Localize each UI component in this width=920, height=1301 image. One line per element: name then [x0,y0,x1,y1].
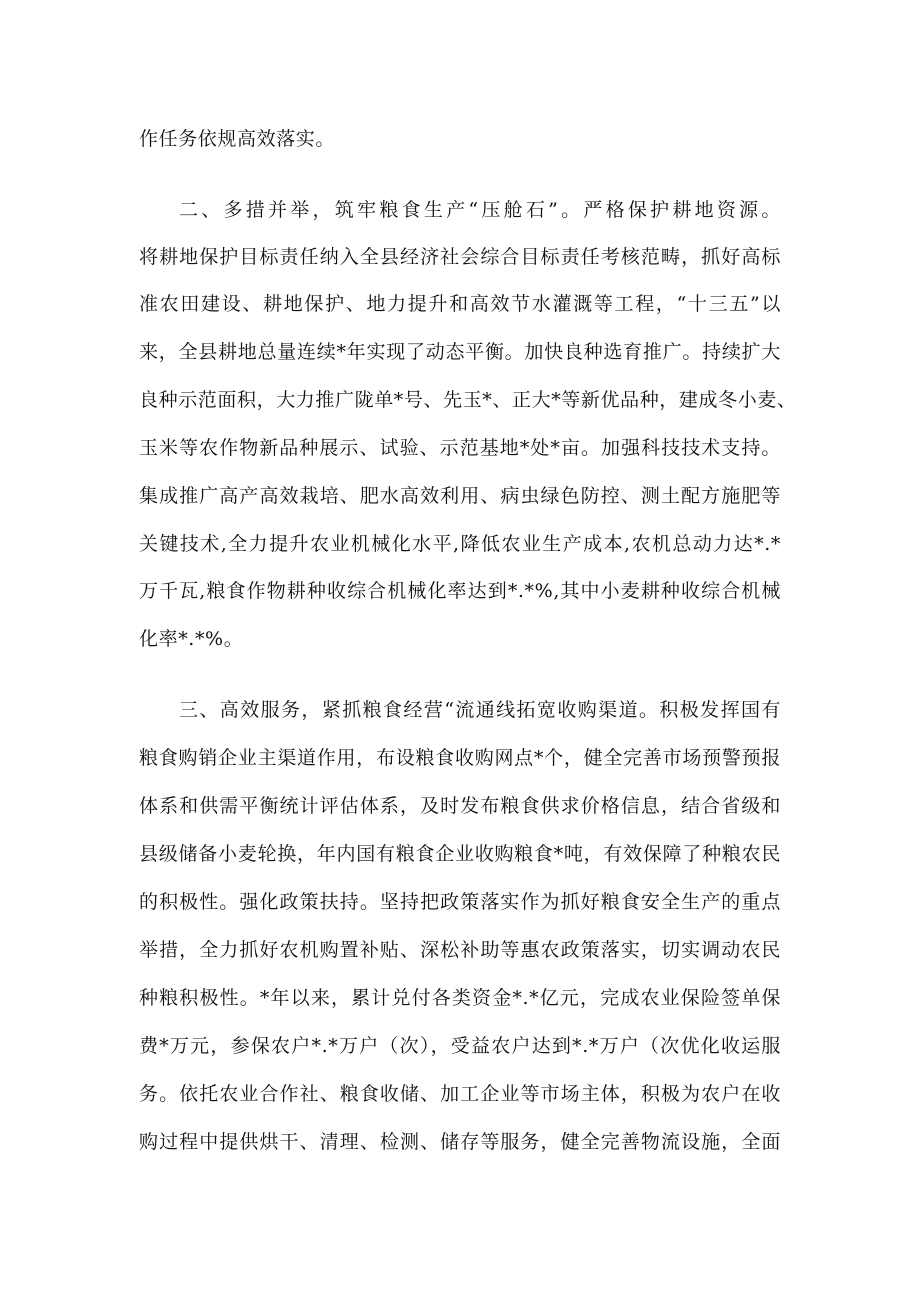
text-line: 务。依托农业合作社、粮食收储、加工企业等市场主体，积极为农户在收 [139,1083,781,1105]
text-line: 准农田建设、耕地保护、地力提升和高效节水灌溉等工程，“十三五”以 [139,293,781,315]
text-line: 将耕地保护目标责任纳入全县经济社会综合目标责任考核范畴，抓好高标 [139,246,781,268]
text-line: 来，全县耕地总量连续*年实现了动态平衡。加快良种选育推广。持续扩大 [139,341,781,363]
text-line: 粮食购销企业主渠道作用，布设粮食收购网点*个，健全完善市场预警预报 [139,747,781,769]
text-line: 玉米等农作物新品种展示、试验、示范基地*处*亩。加强科技技术支持。 [139,437,781,459]
text-line: 良种示范面积，大力推广陇单*号、先玉*、正大*等新优品种，建成冬小麦、 [139,389,797,411]
text-line: 购过程中提供烘干、清理、检测、储存等服务，健全完善物流设施，全面 [139,1131,781,1153]
text-line: 关键技术,全力提升农业机械化水平,降低农业生产成本,农机总动力达*.* [139,533,781,555]
text-line: 作任务依规高效落实。 [139,128,336,150]
section-heading: 二、多措并举，筑牢粮食生产“压舱石”。严格保护耕地资源。 [179,199,781,221]
text-line: 的积极性。强化政策扶持。坚持把政策落实作为抓好粮食安全生产的重点 [139,891,781,913]
section-heading: 三、高效服务，紧抓粮食经营“流通线拓宽收购渠道。积极发挥国有 [179,699,781,721]
text-line: 种粮积极性。*年以来，累计兑付各类资金*.*亿元，完成农业保险签单保 [139,987,781,1009]
text-line: 费*万元，参保农户*.*万户（次），受益农户达到*.*万户（次优化收运服 [139,1035,781,1057]
text-line: 体系和供需平衡统计评估体系，及时发布粮食供求价格信息，结合省级和 [139,795,781,817]
text-line: 县级储备小麦轮换，年内国有粮食企业收购粮食*吨，有效保障了种粮农民 [139,843,781,865]
text-line: 化率*.*%。 [139,628,244,650]
text-line: 集成推广高产高效栽培、肥水高效利用、病虫绿色防控、测土配方施肥等 [139,485,781,507]
text-line: 万千瓦,粮食作物耕种收综合机械化率达到*.*%,其中小麦耕种收综合机械 [139,580,781,602]
text-line: 举措，全力抓好农机购置补贴、深松补助等惠农政策落实，切实调动农民 [139,939,781,961]
